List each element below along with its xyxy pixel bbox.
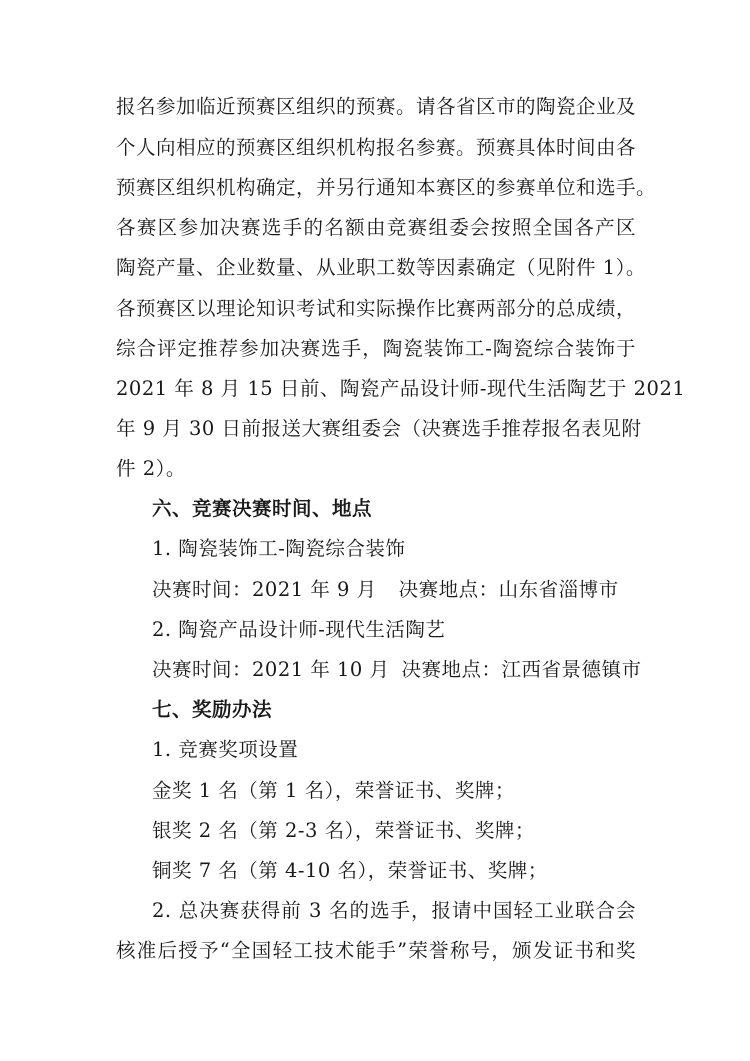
list-item: 2. 陶瓷产品设计师-现代生活陶艺 xyxy=(152,618,446,641)
section-heading-7: 七、奖励办法 xyxy=(152,698,273,721)
body-line: 个人向相应的预赛区组织机构报名参赛。预赛具体时间由各 xyxy=(116,136,637,159)
body-line: 各预赛区以理论知识考试和实际操作比赛两部分的总成绩， xyxy=(116,297,637,320)
final-place: 决赛地点：山东省淄博市 xyxy=(398,578,619,601)
body-line: 2021 年 8 月 15 日前、陶瓷产品设计师-现代生活陶艺于 2021 xyxy=(116,377,686,400)
body-line: 各赛区参加决赛选手的名额由竞赛组委会按照全国各产区 xyxy=(116,216,636,239)
list-item: 1. 竞赛奖项设置 xyxy=(152,738,299,761)
body-line: 核准后授予“全国轻工技术能手”荣誉称号，颁发证书和奖 xyxy=(116,939,636,962)
final-time: 决赛时间：2021 年 10 月 xyxy=(152,658,390,681)
body-line: 报名参加临近预赛区组织的预赛。请各省区市的陶瓷企业及 xyxy=(116,95,637,118)
award-gold: 金奖 1 名（第 1 名），荣誉证书、奖牌； xyxy=(152,779,515,802)
body-line: 综合评定推荐参加决赛选手，陶瓷装饰工-陶瓷综合装饰于 xyxy=(116,337,636,360)
body-line: 2. 总决赛获得前 3 名的选手，报请中国轻工业联合会 xyxy=(152,899,636,922)
body-line: 年 9 月 30 日前报送大赛组委会（决赛选手推荐报名表见附 xyxy=(116,417,642,440)
section-heading-6: 六、竞赛决赛时间、地点 xyxy=(152,497,373,520)
list-item: 1. 陶瓷装饰工-陶瓷综合装饰 xyxy=(152,537,406,560)
body-line: 陶瓷产量、企业数量、从业职工数等因素确定（见附件 1）。 xyxy=(116,256,646,279)
body-line: 预赛区组织机构确定，并另行通知本赛区的参赛单位和选手。 xyxy=(116,176,657,199)
award-bronze: 铜奖 7 名（第 4-10 名），荣誉证书、奖牌； xyxy=(152,859,548,882)
final-time: 决赛时间：2021 年 9 月 xyxy=(152,578,377,601)
schedule-line xyxy=(152,657,642,683)
schedule-line xyxy=(152,577,636,603)
final-place: 决赛地点：江西省景德镇市 xyxy=(401,658,642,681)
body-line: 件 2）。 xyxy=(116,457,186,480)
award-silver: 银奖 2 名（第 2-3 名），荣誉证书、奖牌； xyxy=(152,819,535,842)
